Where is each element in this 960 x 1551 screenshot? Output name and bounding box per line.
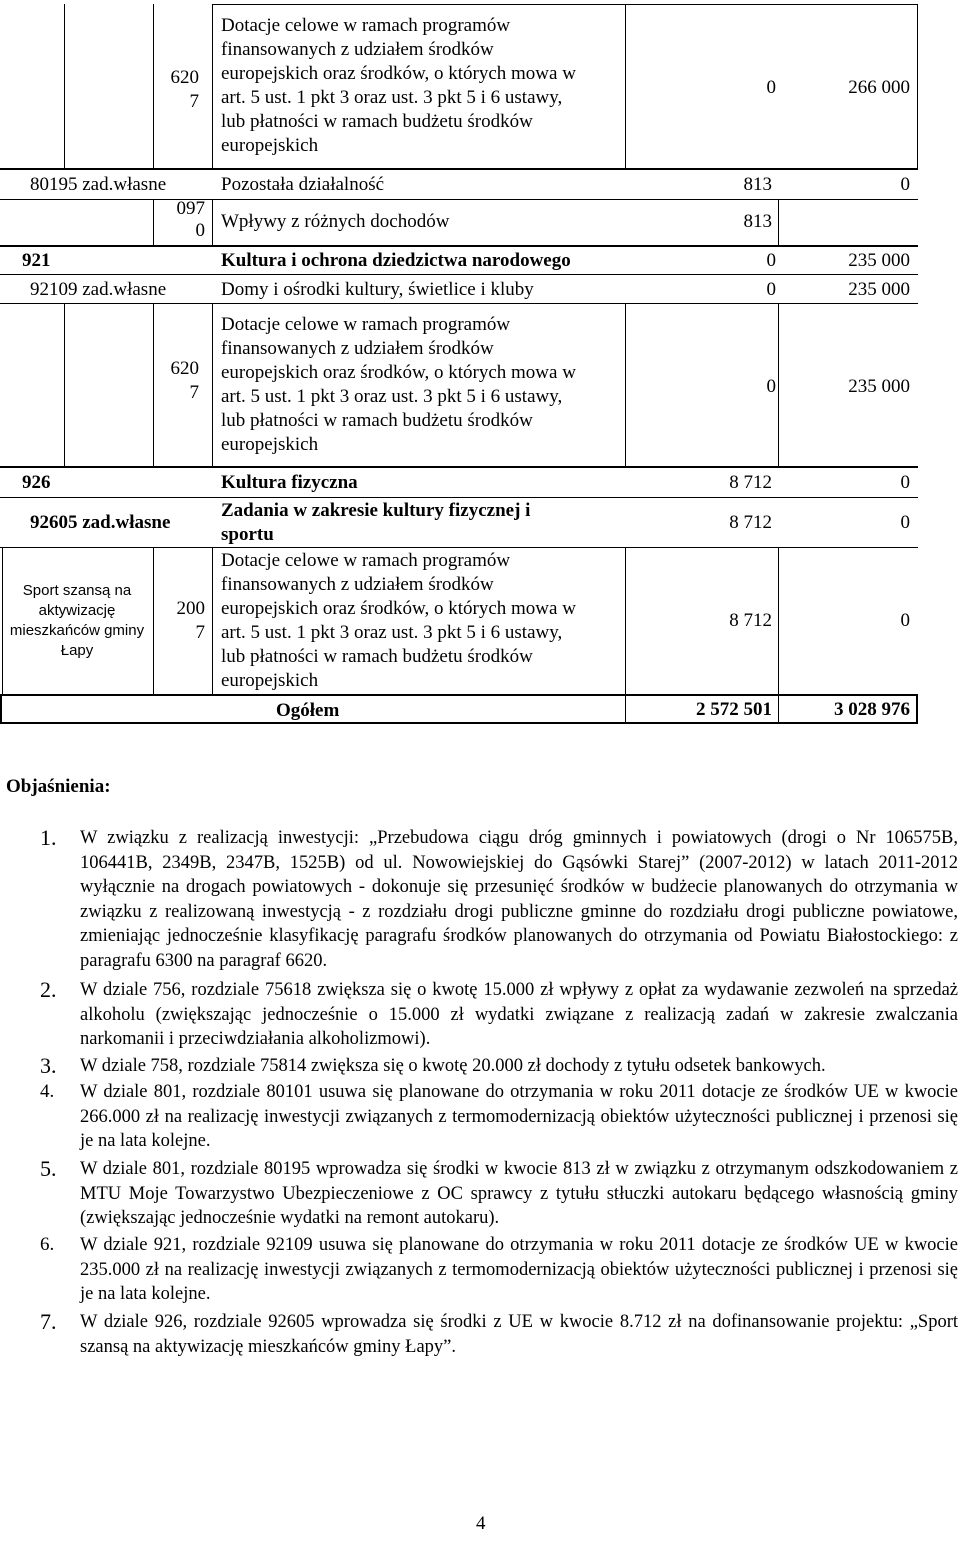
division-code: 921 xyxy=(22,250,51,271)
amount-decrease: 813 xyxy=(743,174,772,195)
paragraph-code: 200 7 xyxy=(176,598,205,643)
note-number: 7. xyxy=(40,1309,57,1334)
total-increase: 3 028 976 xyxy=(834,699,910,720)
note-number: 6. xyxy=(40,1234,55,1255)
row-description: Dotacje celowe w ramach programów finansowanych z udziałem środków europejskich oraz środków, o których mowa w art. 5 ust. 1 pkt 3 oraz ust. 3 pkt 5 i 6 ustawy, lub płatności w ramach budżetu środków europejskich xyxy=(221,314,576,455)
chapter-code: 92605 zad.własne xyxy=(30,512,171,533)
note-text: W dziale 921, rozdziale 92109 usuwa się planowane do otrzymania w roku 2011 dotacje ze środków UE w kwocie 235.000 zł na realizację inwestycji związanych z termomodernizacją obiektów użyteczności publicznej i przenosi się je na lata kolejne. xyxy=(80,1235,958,1304)
amount-decrease: 8 712 xyxy=(729,512,772,533)
note-text: W dziale 801, rozdziale 80101 usuwa się planowane do otrzymania w roku 2011 dotacje ze środków UE w kwocie 266.000 zł na realizację inwestycji związanych z termomodernizacją obiektów użyteczności publicznej i przenosi się je na lata kolejne. xyxy=(80,1082,958,1151)
amount-decrease: 813 xyxy=(743,211,772,232)
row-description: Dotacje celowe w ramach programów finansowanych z udziałem środków europejskich oraz środków, o których mowa w art. 5 ust. 1 pkt 3 oraz ust. 3 pkt 5 i 6 ustawy, lub płatności w ramach budżetu środków europejskich xyxy=(221,550,576,691)
row-description: Zadania w zakresie kultury fizycznej i sportu xyxy=(221,500,531,545)
row-description: Domy i ośrodki kultury, świetlice i kluby xyxy=(221,279,534,300)
note-number: 1. xyxy=(40,825,57,850)
paragraph-code: 620 7 xyxy=(170,358,199,403)
row-description: Pozostała działalność xyxy=(221,174,385,195)
amount-increase: 235 000 xyxy=(848,250,910,271)
division-code: 926 xyxy=(22,472,51,493)
chapter-code: 92109 zad.własne xyxy=(30,279,167,300)
row-description: Kultura i ochrona dziedzictwa narodowego xyxy=(221,250,571,271)
amount-decrease: 8 712 xyxy=(729,610,772,631)
amount-decrease: 0 xyxy=(766,279,776,300)
amount-increase: 0 xyxy=(900,174,910,195)
row-description: Kultura fizyczna xyxy=(221,472,358,493)
note-number: 3. xyxy=(40,1053,57,1078)
note-number: 4. xyxy=(40,1081,55,1102)
total-decrease: 2 572 501 xyxy=(696,699,772,720)
amount-increase: 235 000 xyxy=(848,279,910,300)
row-description: Wpływy z różnych dochodów xyxy=(221,211,450,232)
project-name: Sport szansą na aktywizację mieszkańców gminy Łapy xyxy=(9,582,145,659)
note-number: 5. xyxy=(40,1156,57,1181)
note-text: W dziale 758, rozdziale 75814 zwiększa się o kwotę 20.000 zł dochody z tytułu odsetek bankowych. xyxy=(80,1056,826,1076)
row-description: Dotacje celowe w ramach programów finansowanych z udziałem środków europejskich oraz środków, o których mowa w art. 5 ust. 1 pkt 3 oraz ust. 3 pkt 5 i 6 ustawy, lub płatności w ramach budżetu środków europejskich xyxy=(221,15,576,156)
explanations-heading: Objaśnienia: xyxy=(6,776,111,797)
note-text: W dziale 926, rozdziale 92605 wprowadza się środki z UE w kwocie 8.712 zł na dofinansowanie projektu: „Sport szansą na aktywizację mieszkańców gminy Łapy”. xyxy=(80,1312,958,1357)
amount-increase: 235 000 xyxy=(848,376,910,397)
paragraph-code: 097 0 xyxy=(176,198,205,241)
page-number: 4 xyxy=(476,1513,486,1534)
note-text: W związku z realizacją inwestycji: „Przebudowa ciągu dróg gminnych i powiatowych (drogi o Nr 106575B, 106441B, 2349B, 2347B, 1525B) od ul. Nowowiejskiej do Gąsówki Starej” (2007-2012) w latach 2011-2012 wyłącznie na drogach powiatowych - dokonuje się przesunięć środków w budżecie planowanych do otrzymania w związku z realizowaną inwestycją - z rozdziału drogi publiczne gminne do rozdziału drogi publiczne powiatowe, zmieniając jednocześnie klasyfikację paragrafu środków planowanych do otrzymania od Powiatu Białostockiego: z paragrafu 6300 na paragraf 6620. xyxy=(80,828,958,971)
amount-increase: 0 xyxy=(900,472,910,493)
amount-increase: 0 xyxy=(900,610,910,631)
chapter-code: 80195 zad.własne xyxy=(30,174,167,195)
amount-decrease: 0 xyxy=(766,376,776,397)
note-text: W dziale 756, rozdziale 75618 zwiększa się o kwotę 15.000 zł wpływy z opłat za wydawanie zezwoleń na sprzedaż alkoholu (zwiększając jednocześnie o 15.000 zł wydatki związane z realizacją zadań w zakresie zwalczania narkomanii i przeciwdziałania alkoholizmowi). xyxy=(80,980,958,1049)
amount-decrease: 8 712 xyxy=(729,472,772,493)
paragraph-code: 620 7 xyxy=(170,67,199,112)
amount-increase: 266 000 xyxy=(848,77,910,98)
amount-increase: 0 xyxy=(900,512,910,533)
note-text: W dziale 801, rozdziale 80195 wprowadza się środki w kwocie 813 zł w związku z otrzymanym odszkodowaniem z MTU Moje Towarzystwo Ubezpieczeniowe z OC sprawcy z tytułu stłuczki autokaru będącego własnością gminy (zwiększając jednocześnie wydatki na remont autokaru). xyxy=(80,1159,958,1228)
amount-decrease: 0 xyxy=(766,250,776,271)
note-number: 2. xyxy=(40,977,57,1002)
total-label: Ogółem xyxy=(276,700,340,721)
amount-decrease: 0 xyxy=(766,77,776,98)
